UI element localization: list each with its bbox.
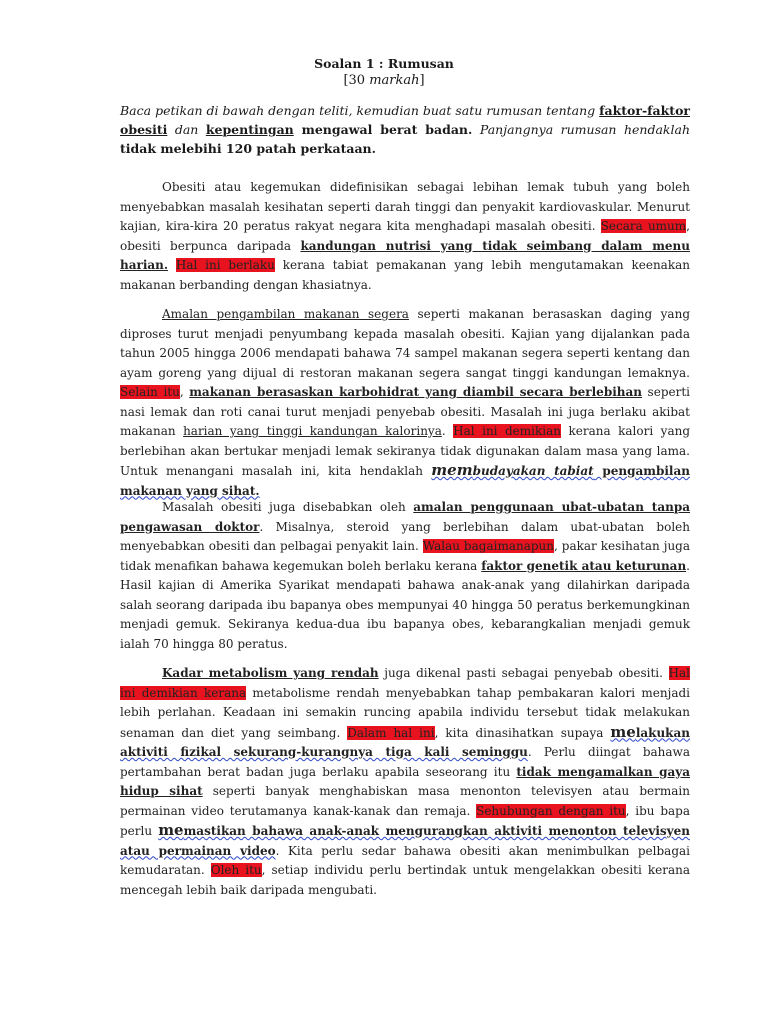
key-point: faktor genetik atau keturunan xyxy=(481,558,687,573)
highlight: Secara umum xyxy=(600,219,687,233)
key-point: Amalan pengambilan makanan segera xyxy=(162,307,409,321)
keyword: kepentingan xyxy=(205,122,294,137)
highlight: Oleh itu xyxy=(210,863,262,877)
keyword: faktor-faktor obesiti xyxy=(120,103,690,137)
key-point: kandungan nutrisi yang tidak seimbang dalam menu harian. xyxy=(120,238,690,272)
key-point: harian yang tinggi kandungan kalorinya xyxy=(183,424,442,438)
marks-label: [30 markah] xyxy=(343,73,425,88)
paragraph-3: Masalah obesiti juga disebabkan oleh amalan penggunaan ubat-ubatan tanpa pengawasan doktor. Misalnya, steroid yang berlebihan dalam ubat-ubatan boleh menyebabkan obesiti dan pelbagai penyakit lain. Walau bagaimanapun, pakar kesihatan juga tidak menafikan bahawa kegemukan boleh berlaku kerana faktor genetik atau keturunan. Hasil kajian di Amerika Syarikat mendapati bahawa anak-anak yang dilahirkan daripada salah seorang daripada ibu bapanya obes mempunyai 40 hingga 50 peratus berkemungkinan menjadi gemuk. Sekiranya kedua-dua ibu bapanya obes, kebarangkalian menjadi gemuk ialah 70 hingga 80 peratus. xyxy=(120,500,691,651)
instructions: Baca petikan di bawah dengan teliti, kemudian buat satu rumusan tentang faktor-faktor obesiti dan kepentingan mengawal berat badan. Panjangnya rumusan hendaklah tidak melebihi 120 patah perkataan. xyxy=(120,103,690,156)
key-point: memastikan bahawa anak-anak mengurangkan aktiviti menonton televisyen atau permainan video xyxy=(120,821,690,858)
highlight: Hal ini demikian kerana xyxy=(120,666,691,700)
highlight: Dalam hal ini xyxy=(347,725,435,740)
key-point: Kadar metabolism yang rendah xyxy=(162,666,379,680)
highlight: Selain itu xyxy=(120,385,180,399)
highlight: Hal ini demikian xyxy=(453,424,561,438)
question-title: Soalan 1 : Rumusan xyxy=(314,56,454,71)
paragraph-2: Amalan pengambilan makanan segera seperti makanan berasaskan daging yang diproses turut menjadi penyumbang kepada masalah obesiti. Kajian yang dijalankan pada tahun 2005 hingga 2006 mendapati bahawa 74 sampel makanan segera seperti kentang dan ayam goreng yang dijual di restoran makanan segera sangat tinggi kandungan lemaknya. Selain itu, makanan berasaskan karbohidrat yang diambil secara berlebihan seperti nasi lemak dan roti canai turut menjadi penyebab obesiti. Masalah ini juga berlaku akibat makanan harian yang tinggi kandungan kalorinya. Hal ini demikian kerana kalori yang berlebihan akan bertukar menjadi lemak sekiranya tidak digunakan dalam masa yang lama. Untuk menangani masalah ini, kita hendaklah membudayakan tabiat pengambilan makanan yang sihat. xyxy=(120,307,691,498)
paragraph-1: Obesiti atau kegemukan didefinisikan sebagai lebihan lemak tubuh yang boleh menyebabkan masalah kesihatan seperti darah tinggi dan penyakit kardiovaskular. Menurut kajian, kira-kira 20 peratus rakyat negara kita menghadapi masalah obesiti. Secara umum, obesiti berpunca daripada kandungan nutrisi yang tidak seimbang dalam menu harian. Hal ini berlaku kerana tabiat pemakanan yang lebih mengutamakan keenakan makanan berbanding dengan khasiatnya. xyxy=(120,180,690,292)
key-point: melakukan aktiviti fizikal sekurang-kurangnya tiga kali seminggu xyxy=(120,722,690,759)
key-point: tidak mengamalkan gaya hidup sihat xyxy=(120,764,691,798)
paragraph-4: Kadar metabolism yang rendah juga dikenal pasti sebagai penyebab obesiti. Hal ini demikian kerana metabolisme rendah menyebabkan tahap pembakaran kalori menjadi lebih perlahan. Keadaan ini semakin runcing apabila individu tersebut tidak melakukan senaman dan diet yang seimbang. Dalam hal ini, kita dinasihatkan supaya melakukan aktiviti fizikal sekurang-kurangnya tiga kali seminggu. Perlu diingat bahawa pertambahan berat badan juga berlaku apabila seseorang itu tidak mengamalkan gaya hidup sihat seperti banyak menghabiskan masa menonton televisyen atau bermain permainan video terutamanya kanak-kanak dan remaja. Sehubungan dengan itu, ibu bapa perlu memastikan bahawa anak-anak mengurangkan aktiviti menonton televisyen atau permainan video. Kita perlu sedar bahawa obesiti akan menimbulkan pelbagai kemudaratan. Oleh itu, setiap individu perlu bertindak untuk mengelakkan obesiti kerana mencegah lebih baik daripada mengubati. xyxy=(120,666,691,897)
highlight: Hal ini berlaku xyxy=(175,258,275,272)
key-point: membudayakan tabiat pengambilan makanan yang sihat. xyxy=(120,461,690,498)
key-point: makanan berasaskan karbohidrat yang diambil secara berlebihan xyxy=(189,385,642,399)
highlight: Sehubungan dengan itu xyxy=(476,803,626,818)
highlight: Walau bagaimanapun xyxy=(422,539,554,553)
key-point: amalan penggunaan ubat-ubatan tanpa pengawasan doktor xyxy=(120,500,690,534)
